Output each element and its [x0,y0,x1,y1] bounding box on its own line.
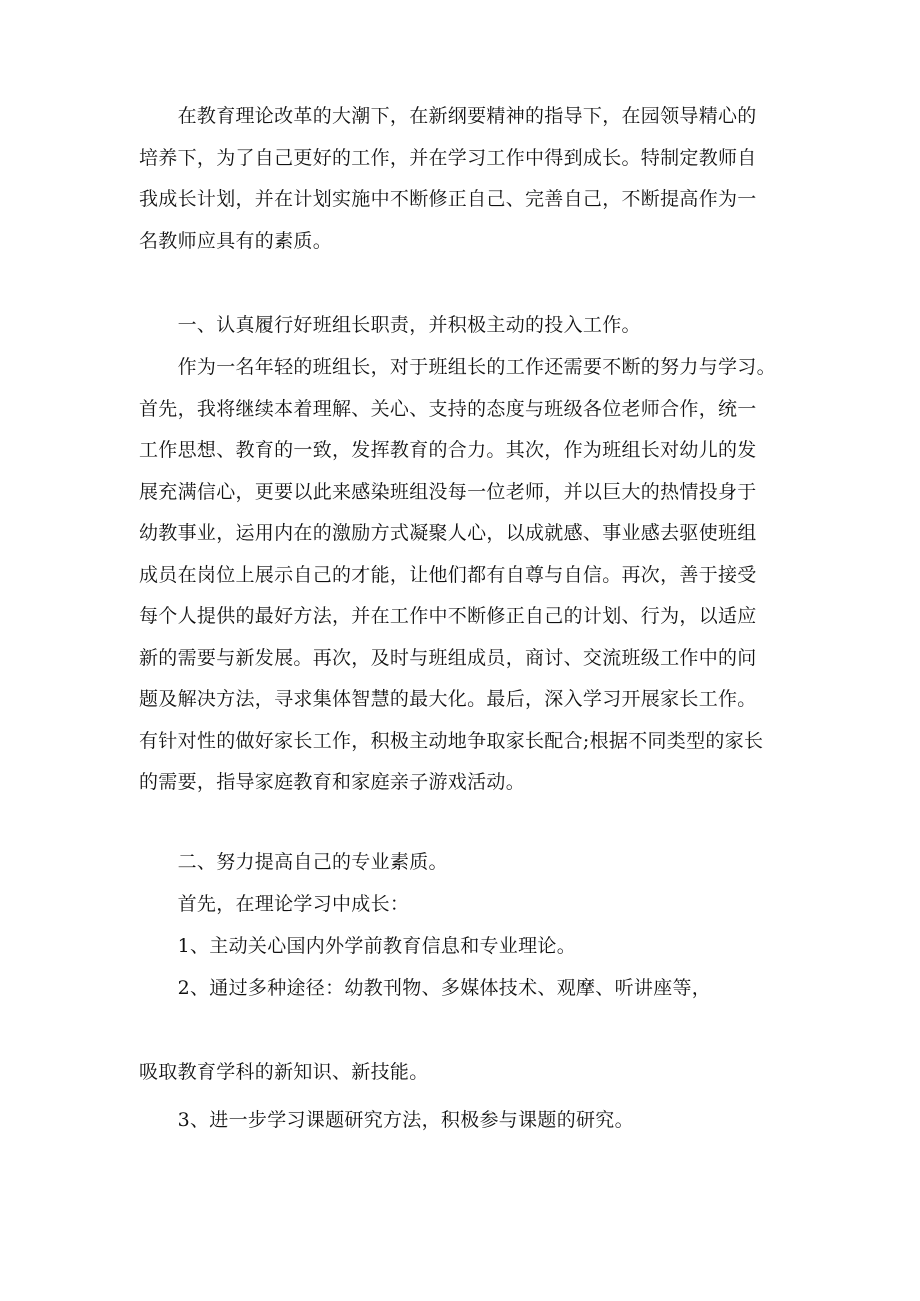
list-item-2-continued [139,1052,789,1094]
text-line: 幼教事业，运用内在的激励方式凝聚人心，以成就感、事业感去驱使班组 [139,522,757,544]
text-line: 有针对性的做好家长工作，积极主动地争取家长配合;根据不同类型的家长 [139,729,764,752]
text-line: 2、通过多种途径：幼教刊物、多媒体技术、观摩、听讲座等， [139,977,712,999]
text-line: 1、主动关心国内外学前教育信息和专业理论。 [139,935,576,957]
text-line: 在教育理论改革的大潮下，在新纲要精神的指导下，在园领导精心的 [139,105,757,127]
text-line: 成员在岗位上展示自己的才能，让他们都有自尊与自信。再次，善于接受 [139,563,757,586]
leader-duties-paragraph [139,347,789,804]
text-line: 吸取教育学科的新知识、新技能。 [139,1061,429,1083]
text-line: 培养下，为了自己更好的工作，并在学习工作中得到成长。特制定教师自 [139,146,757,169]
list-item-3 [139,1100,789,1142]
section-heading-2 [139,842,789,884]
text-line: 作为一名年轻的班组长，对于班组长的工作还需要不断的努力与学习。 [139,356,776,378]
text-line: 首先，在理论学习中成长： [139,893,410,915]
text-line: 我成长计划，并在计划实施中不断修正自己、完善自己，不断提高作为一 [139,188,757,210]
list-item-2 [139,968,789,1010]
heading-text: 二、努力提高自己的专业素质。 [139,851,448,873]
section-heading-1 [139,305,789,347]
text-line: 工作思想、教育的一致，发挥教育的合力。其次，作为班组长对幼儿的发 [139,439,757,461]
text-line: 首先，我将继续本着理解、关心、支持的态度与班级各位老师合作，统一 [139,397,757,420]
list-item-1 [139,926,789,968]
text-line: 的需要，指导家庭教育和家庭亲子游戏活动。 [139,771,526,793]
text-line: 展充满信心，更要以此来感染班组没每一位老师，并以巨大的热情投身于 [139,480,757,503]
text-line: 名教师应具有的素质。 [139,229,333,252]
intro-paragraph [139,96,789,262]
heading-text: 一、认真履行好班组长职责，并积极主动的投入工作。 [139,314,641,336]
text-line: 新的需要与新发展。再次，及时与班组成员，商讨、交流班级工作中的问 [139,646,757,669]
theory-learning-intro [139,884,789,926]
text-line: 题及解决方法，寻求集体智慧的最大化。最后，深入学习开展家长工作。 [139,688,757,710]
text-line: 3、进一步学习课题研究方法，积极参与课题的研究。 [139,1109,634,1131]
text-line: 每个人提供的最好方法，并在工作中不断修正自己的计划、行为，以适应 [139,605,757,627]
